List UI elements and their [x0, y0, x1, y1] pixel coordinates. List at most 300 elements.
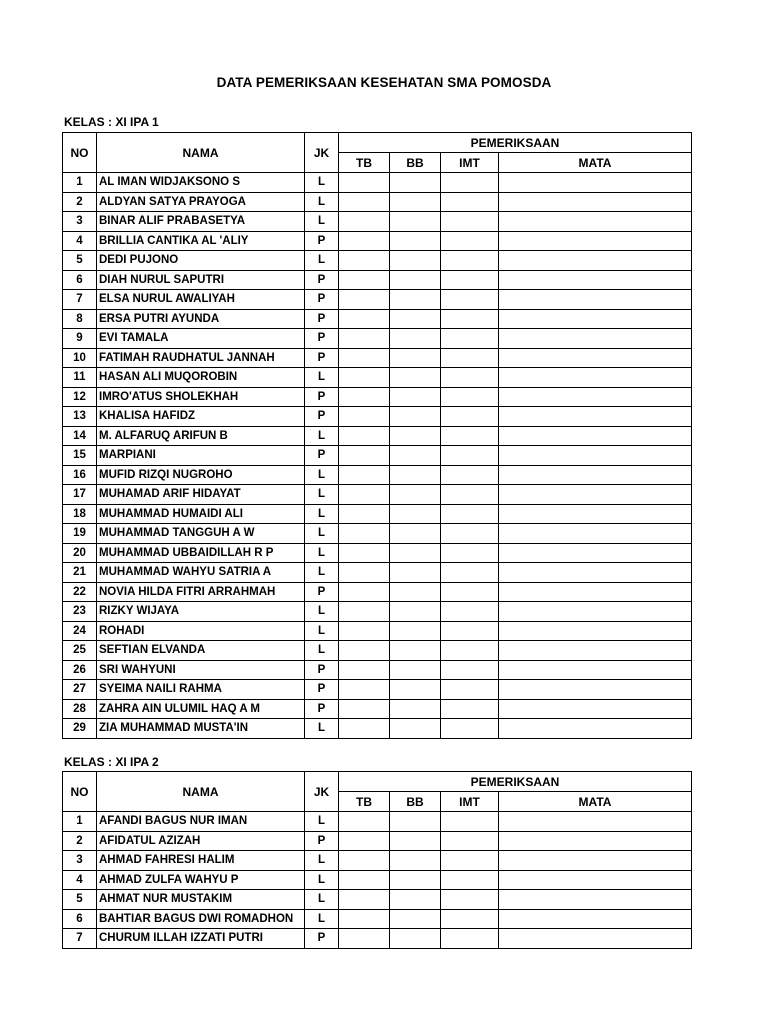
- imt-cell: [441, 831, 499, 851]
- student-name: SYEIMA NAILI RAHMA: [97, 680, 305, 700]
- bb-cell: [390, 621, 441, 641]
- row-number: 15: [63, 446, 97, 466]
- student-name: RIZKY WIJAYA: [97, 602, 305, 622]
- imt-cell: [441, 329, 499, 349]
- gender-cell: L: [305, 426, 339, 446]
- bb-cell: [390, 563, 441, 583]
- imt-cell: [441, 543, 499, 563]
- header-mata: MATA: [499, 792, 692, 812]
- bb-cell: [390, 582, 441, 602]
- imt-cell: [441, 231, 499, 251]
- mata-cell: [499, 831, 692, 851]
- tb-cell: [339, 543, 390, 563]
- row-number: 20: [63, 543, 97, 563]
- gender-cell: L: [305, 173, 339, 193]
- row-number: 8: [63, 309, 97, 329]
- table-row: [63, 543, 692, 563]
- tb-cell: [339, 909, 390, 929]
- bb-cell: [390, 699, 441, 719]
- row-number: 2: [63, 831, 97, 851]
- tb-cell: [339, 348, 390, 368]
- imt-cell: [441, 446, 499, 466]
- bb-cell: [390, 870, 441, 890]
- table-row: [63, 485, 692, 505]
- gender-cell: L: [305, 719, 339, 739]
- table-row: [63, 368, 692, 388]
- header-bb: BB: [390, 153, 441, 173]
- tb-cell: [339, 929, 390, 949]
- imt-cell: [441, 929, 499, 949]
- student-name: ALDYAN SATYA PRAYOGA: [97, 192, 305, 212]
- row-number: 27: [63, 680, 97, 700]
- imt-cell: [441, 851, 499, 871]
- row-number: 25: [63, 641, 97, 661]
- tb-cell: [339, 812, 390, 832]
- mata-cell: [499, 602, 692, 622]
- tb-cell: [339, 524, 390, 544]
- gender-cell: L: [305, 192, 339, 212]
- tb-cell: [339, 870, 390, 890]
- tb-cell: [339, 231, 390, 251]
- mata-cell: [499, 812, 692, 832]
- table-row: [63, 173, 692, 193]
- student-name: ZAHRA AIN ULUMIL HAQ A M: [97, 699, 305, 719]
- header-bb: BB: [390, 792, 441, 812]
- row-number: 7: [63, 290, 97, 310]
- imt-cell: [441, 368, 499, 388]
- tb-cell: [339, 270, 390, 290]
- bb-cell: [390, 368, 441, 388]
- bb-cell: [390, 641, 441, 661]
- student-name: EVI TAMALA: [97, 329, 305, 349]
- gender-cell: L: [305, 602, 339, 622]
- mata-cell: [499, 212, 692, 232]
- student-name: SEFTIAN ELVANDA: [97, 641, 305, 661]
- mata-cell: [499, 524, 692, 544]
- mata-cell: [499, 621, 692, 641]
- mata-cell: [499, 909, 692, 929]
- table-row: [63, 812, 692, 832]
- bb-cell: [390, 309, 441, 329]
- gender-cell: L: [305, 504, 339, 524]
- bb-cell: [390, 680, 441, 700]
- imt-cell: [441, 719, 499, 739]
- table-row: [63, 446, 692, 466]
- table-header-row: [63, 772, 692, 792]
- imt-cell: [441, 251, 499, 271]
- tb-cell: [339, 831, 390, 851]
- bb-cell: [390, 387, 441, 407]
- header-jk: JK: [305, 133, 339, 173]
- mata-cell: [499, 446, 692, 466]
- bb-cell: [390, 212, 441, 232]
- gender-cell: P: [305, 387, 339, 407]
- class-label: KELAS : XI IPA 2: [64, 755, 159, 769]
- table-header-row: [63, 133, 692, 153]
- mata-cell: [499, 348, 692, 368]
- table-row: [63, 909, 692, 929]
- table-row: [63, 426, 692, 446]
- gender-cell: L: [305, 621, 339, 641]
- header-pemeriksaan: PEMERIKSAAN: [339, 133, 692, 153]
- imt-cell: [441, 699, 499, 719]
- imt-cell: [441, 680, 499, 700]
- table-row: [63, 290, 692, 310]
- tb-cell: [339, 368, 390, 388]
- imt-cell: [441, 563, 499, 583]
- student-name: ELSA NURUL AWALIYAH: [97, 290, 305, 310]
- gender-cell: L: [305, 851, 339, 871]
- tb-cell: [339, 504, 390, 524]
- mata-cell: [499, 368, 692, 388]
- bb-cell: [390, 602, 441, 622]
- imt-cell: [441, 270, 499, 290]
- student-name: BAHTIAR BAGUS DWI ROMADHON: [97, 909, 305, 929]
- mata-cell: [499, 641, 692, 661]
- gender-cell: P: [305, 270, 339, 290]
- table-row: [63, 504, 692, 524]
- bb-cell: [390, 485, 441, 505]
- student-name: MUHAMMAD UBBAIDILLAH R P: [97, 543, 305, 563]
- imt-cell: [441, 212, 499, 232]
- row-number: 12: [63, 387, 97, 407]
- student-name: BRILLIA CANTIKA AL 'ALIY: [97, 231, 305, 251]
- student-name: AHMAT NUR MUSTAKIM: [97, 890, 305, 910]
- row-number: 24: [63, 621, 97, 641]
- bb-cell: [390, 831, 441, 851]
- header-no: NO: [63, 133, 97, 173]
- student-name: AHMAD FAHRESI HALIM: [97, 851, 305, 871]
- student-name: DIAH NURUL SAPUTRI: [97, 270, 305, 290]
- bb-cell: [390, 290, 441, 310]
- tb-cell: [339, 465, 390, 485]
- tb-cell: [339, 192, 390, 212]
- tb-cell: [339, 212, 390, 232]
- mata-cell: [499, 387, 692, 407]
- row-number: 14: [63, 426, 97, 446]
- tb-cell: [339, 851, 390, 871]
- bb-cell: [390, 348, 441, 368]
- student-name: MARPIANI: [97, 446, 305, 466]
- row-number: 4: [63, 870, 97, 890]
- table-row: [63, 329, 692, 349]
- gender-cell: P: [305, 329, 339, 349]
- bb-cell: [390, 890, 441, 910]
- imt-cell: [441, 812, 499, 832]
- header-tb: TB: [339, 792, 390, 812]
- imt-cell: [441, 485, 499, 505]
- gender-cell: L: [305, 812, 339, 832]
- student-name: MUHAMMAD TANGGUH A W: [97, 524, 305, 544]
- tb-cell: [339, 563, 390, 583]
- student-name: AHMAD ZULFA WAHYU P: [97, 870, 305, 890]
- student-name: CHURUM ILLAH IZZATI PUTRI: [97, 929, 305, 949]
- mata-cell: [499, 851, 692, 871]
- row-number: 1: [63, 812, 97, 832]
- table-row: [63, 465, 692, 485]
- tb-cell: [339, 407, 390, 427]
- gender-cell: P: [305, 660, 339, 680]
- row-number: 6: [63, 909, 97, 929]
- table-row: [63, 680, 692, 700]
- mata-cell: [499, 699, 692, 719]
- mata-cell: [499, 890, 692, 910]
- gender-cell: L: [305, 368, 339, 388]
- row-number: 10: [63, 348, 97, 368]
- table-row: [63, 641, 692, 661]
- student-name: M. ALFARUQ ARIFUN B: [97, 426, 305, 446]
- gender-cell: L: [305, 465, 339, 485]
- row-number: 28: [63, 699, 97, 719]
- table-row: [63, 582, 692, 602]
- imt-cell: [441, 465, 499, 485]
- mata-cell: [499, 582, 692, 602]
- tb-cell: [339, 621, 390, 641]
- student-name: NOVIA HILDA FITRI ARRAHMAH: [97, 582, 305, 602]
- gender-cell: P: [305, 831, 339, 851]
- header-mata: MATA: [499, 153, 692, 173]
- imt-cell: [441, 660, 499, 680]
- row-number: 22: [63, 582, 97, 602]
- mata-cell: [499, 485, 692, 505]
- student-name: AFIDATUL AZIZAH: [97, 831, 305, 851]
- table-row: [63, 212, 692, 232]
- gender-cell: P: [305, 309, 339, 329]
- table-row: [63, 890, 692, 910]
- bb-cell: [390, 851, 441, 871]
- table-row: [63, 621, 692, 641]
- header-imt: IMT: [441, 792, 499, 812]
- student-name: SRI WAHYUNI: [97, 660, 305, 680]
- imt-cell: [441, 426, 499, 446]
- tb-cell: [339, 290, 390, 310]
- tb-cell: [339, 173, 390, 193]
- mata-cell: [499, 504, 692, 524]
- student-name: ROHADI: [97, 621, 305, 641]
- tb-cell: [339, 251, 390, 271]
- mata-cell: [499, 426, 692, 446]
- row-number: 5: [63, 890, 97, 910]
- table-row: [63, 192, 692, 212]
- table-row: [63, 563, 692, 583]
- imt-cell: [441, 621, 499, 641]
- gender-cell: P: [305, 231, 339, 251]
- table-row: [63, 870, 692, 890]
- tb-cell: [339, 329, 390, 349]
- gender-cell: P: [305, 582, 339, 602]
- gender-cell: P: [305, 929, 339, 949]
- student-name: KHALISA HAFIDZ: [97, 407, 305, 427]
- mata-cell: [499, 290, 692, 310]
- student-name: HASAN ALI MUQOROBIN: [97, 368, 305, 388]
- bb-cell: [390, 660, 441, 680]
- tb-cell: [339, 699, 390, 719]
- gender-cell: L: [305, 909, 339, 929]
- row-number: 26: [63, 660, 97, 680]
- student-name: IMRO'ATUS SHOLEKHAH: [97, 387, 305, 407]
- row-number: 19: [63, 524, 97, 544]
- bb-cell: [390, 504, 441, 524]
- tb-cell: [339, 446, 390, 466]
- tb-cell: [339, 719, 390, 739]
- header-pemeriksaan: PEMERIKSAAN: [339, 772, 692, 792]
- student-name: AL IMAN WIDJAKSONO S: [97, 173, 305, 193]
- table-row: [63, 251, 692, 271]
- gender-cell: P: [305, 699, 339, 719]
- student-name: AFANDI BAGUS NUR IMAN: [97, 812, 305, 832]
- header-no: NO: [63, 772, 97, 812]
- table-row: [63, 851, 692, 871]
- tb-cell: [339, 309, 390, 329]
- bb-cell: [390, 909, 441, 929]
- mata-cell: [499, 543, 692, 563]
- imt-cell: [441, 582, 499, 602]
- mata-cell: [499, 870, 692, 890]
- mata-cell: [499, 192, 692, 212]
- student-name: FATIMAH RAUDHATUL JANNAH: [97, 348, 305, 368]
- row-number: 9: [63, 329, 97, 349]
- bb-cell: [390, 270, 441, 290]
- gender-cell: L: [305, 641, 339, 661]
- tb-cell: [339, 602, 390, 622]
- table-row: [63, 407, 692, 427]
- mata-cell: [499, 251, 692, 271]
- bb-cell: [390, 719, 441, 739]
- bb-cell: [390, 251, 441, 271]
- table-row: [63, 929, 692, 949]
- table-row: [63, 231, 692, 251]
- imt-cell: [441, 641, 499, 661]
- imt-cell: [441, 387, 499, 407]
- table-row: [63, 270, 692, 290]
- class-label: KELAS : XI IPA 1: [64, 115, 159, 129]
- bb-cell: [390, 812, 441, 832]
- bb-cell: [390, 929, 441, 949]
- bb-cell: [390, 192, 441, 212]
- gender-cell: L: [305, 563, 339, 583]
- mata-cell: [499, 660, 692, 680]
- mata-cell: [499, 309, 692, 329]
- tb-cell: [339, 582, 390, 602]
- student-name: ERSA PUTRI AYUNDA: [97, 309, 305, 329]
- header-jk: JK: [305, 772, 339, 812]
- row-number: 29: [63, 719, 97, 739]
- mata-cell: [499, 563, 692, 583]
- gender-cell: L: [305, 251, 339, 271]
- page-title: DATA PEMERIKSAAN KESEHATAN SMA POMOSDA: [216, 75, 552, 90]
- gender-cell: L: [305, 485, 339, 505]
- header-nama: NAMA: [97, 133, 305, 173]
- tb-cell: [339, 680, 390, 700]
- student-name: MUHAMMAD WAHYU SATRIA A: [97, 563, 305, 583]
- health-check-table: [62, 132, 692, 739]
- tb-cell: [339, 485, 390, 505]
- row-number: 16: [63, 465, 97, 485]
- bb-cell: [390, 173, 441, 193]
- health-check-table: [62, 771, 692, 949]
- tb-cell: [339, 426, 390, 446]
- table-row: [63, 719, 692, 739]
- gender-cell: L: [305, 524, 339, 544]
- row-number: 1: [63, 173, 97, 193]
- student-name: MUHAMAD ARIF HIDAYAT: [97, 485, 305, 505]
- imt-cell: [441, 524, 499, 544]
- mata-cell: [499, 407, 692, 427]
- bb-cell: [390, 465, 441, 485]
- row-number: 13: [63, 407, 97, 427]
- table-row: [63, 309, 692, 329]
- row-number: 7: [63, 929, 97, 949]
- row-number: 5: [63, 251, 97, 271]
- imt-cell: [441, 407, 499, 427]
- mata-cell: [499, 680, 692, 700]
- bb-cell: [390, 407, 441, 427]
- mata-cell: [499, 719, 692, 739]
- header-nama: NAMA: [97, 772, 305, 812]
- mata-cell: [499, 173, 692, 193]
- row-number: 3: [63, 212, 97, 232]
- imt-cell: [441, 890, 499, 910]
- bb-cell: [390, 543, 441, 563]
- mata-cell: [499, 270, 692, 290]
- imt-cell: [441, 870, 499, 890]
- table-row: [63, 699, 692, 719]
- imt-cell: [441, 309, 499, 329]
- bb-cell: [390, 426, 441, 446]
- gender-cell: L: [305, 543, 339, 563]
- table-row: [63, 831, 692, 851]
- imt-cell: [441, 504, 499, 524]
- table-row: [63, 348, 692, 368]
- bb-cell: [390, 329, 441, 349]
- row-number: 6: [63, 270, 97, 290]
- row-number: 4: [63, 231, 97, 251]
- imt-cell: [441, 173, 499, 193]
- gender-cell: P: [305, 348, 339, 368]
- row-number: 17: [63, 485, 97, 505]
- gender-cell: P: [305, 680, 339, 700]
- tb-cell: [339, 387, 390, 407]
- table-row: [63, 524, 692, 544]
- bb-cell: [390, 231, 441, 251]
- imt-cell: [441, 290, 499, 310]
- row-number: 23: [63, 602, 97, 622]
- student-name: BINAR ALIF PRABASETYA: [97, 212, 305, 232]
- gender-cell: L: [305, 870, 339, 890]
- gender-cell: P: [305, 290, 339, 310]
- student-name: DEDI PUJONO: [97, 251, 305, 271]
- mata-cell: [499, 231, 692, 251]
- row-number: 11: [63, 368, 97, 388]
- tb-cell: [339, 641, 390, 661]
- gender-cell: L: [305, 890, 339, 910]
- tb-cell: [339, 890, 390, 910]
- row-number: 21: [63, 563, 97, 583]
- student-name: MUHAMMAD HUMAIDI ALI: [97, 504, 305, 524]
- bb-cell: [390, 524, 441, 544]
- student-name: ZIA MUHAMMAD MUSTA'IN: [97, 719, 305, 739]
- row-number: 3: [63, 851, 97, 871]
- mata-cell: [499, 929, 692, 949]
- header-tb: TB: [339, 153, 390, 173]
- mata-cell: [499, 465, 692, 485]
- table-row: [63, 387, 692, 407]
- student-name: MUFID RIZQI NUGROHO: [97, 465, 305, 485]
- gender-cell: L: [305, 212, 339, 232]
- row-number: 2: [63, 192, 97, 212]
- bb-cell: [390, 446, 441, 466]
- table-row: [63, 602, 692, 622]
